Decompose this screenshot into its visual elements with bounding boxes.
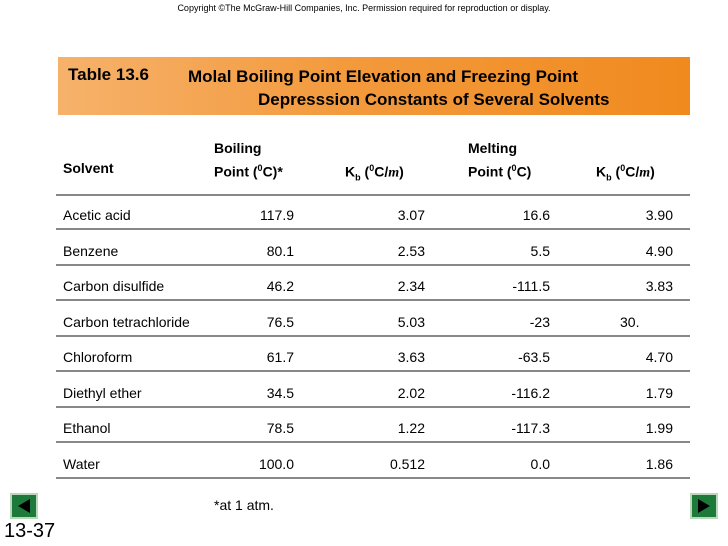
cell-kb: 3.07 — [397, 207, 425, 223]
cell-kb: 3.63 — [397, 349, 425, 365]
header-kb-close: ) — [399, 163, 404, 180]
previous-slide-button[interactable] — [10, 493, 38, 519]
header-melting-text: Point ( — [468, 163, 512, 180]
cell-melting-point: 0.0 — [530, 455, 550, 472]
next-slide-button[interactable] — [690, 493, 718, 519]
row-divider — [56, 406, 690, 408]
header-kb-k: K — [345, 163, 356, 180]
header-kb-sup: 0 — [369, 163, 375, 173]
cell-boiling-point: 117.9 — [260, 207, 294, 223]
header-kf-open: ( — [611, 163, 621, 180]
cell-melting-point: -111.5 — [512, 278, 550, 294]
header-melting-point — [468, 138, 531, 182]
slide-number: 13-37 — [4, 520, 56, 542]
table-title-line1: Molal Boiling Point Elevation and Freezing Point — [188, 67, 579, 86]
table-title-line2: Depresssion Constants of Several Solvents — [258, 90, 610, 109]
header-kf-m: m — [639, 165, 651, 181]
table-title — [188, 65, 688, 111]
header-kb — [345, 158, 404, 187]
header-kb-sub: b — [355, 172, 361, 183]
cell-solvent: Benzene — [63, 242, 119, 259]
cell-boiling-point: 34.5 — [266, 384, 294, 401]
cell-boiling-point: 76.5 — [266, 313, 294, 330]
header-kf-close: ) — [650, 163, 655, 180]
row-divider — [56, 441, 690, 443]
copyright-notice: Copyright ©The McGraw-Hill Companies, Inc. Permission required for reproduction or display. — [177, 3, 551, 13]
triangle-left-icon — [12, 495, 36, 517]
cell-solvent: Water — [63, 455, 100, 472]
cell-kf: 4.90 — [645, 242, 673, 259]
cell-melting-point: 16.6 — [522, 207, 550, 223]
header-melting-line2 — [468, 158, 531, 182]
cell-boiling-point: 100.0 — [258, 455, 294, 472]
triangle-right-icon — [692, 495, 716, 517]
row-divider — [56, 370, 690, 372]
header-divider — [56, 194, 690, 196]
cell-kb: 5.03 — [397, 313, 425, 330]
row-divider — [56, 335, 690, 337]
cell-solvent: Carbon tetrachloride — [63, 313, 190, 330]
header-boiling-line2 — [214, 158, 283, 182]
row-divider — [56, 477, 690, 479]
table-number: Table 13.6 — [68, 65, 149, 84]
header-kf-sup: 0 — [620, 163, 626, 173]
header-kb-open: ( — [360, 163, 370, 180]
cell-solvent: Carbon disulfide — [63, 278, 165, 294]
row-divider — [56, 264, 690, 266]
cell-kb: 2.53 — [397, 242, 425, 259]
header-melting-sup: 0 — [511, 163, 517, 173]
cell-kb: 2.02 — [397, 384, 425, 401]
header-boiling-text: Point ( — [214, 163, 258, 180]
cell-kf: 1.79 — [645, 384, 673, 401]
row-divider — [56, 228, 690, 230]
cell-kf: 30. — [620, 313, 640, 330]
cell-kf: 3.90 — [645, 207, 673, 223]
cell-solvent: Diethyl ether — [63, 384, 142, 401]
cell-kb: 0.512 — [389, 455, 425, 472]
header-kb-m: m — [388, 165, 400, 181]
header-boiling-line1: Boiling — [214, 140, 262, 156]
cell-melting-point: 5.5 — [530, 242, 550, 259]
cell-kb: 2.34 — [397, 278, 425, 294]
cell-solvent: Chloroform — [63, 349, 133, 365]
header-melting-line1: Melting — [468, 140, 517, 156]
cell-solvent: Acetic acid — [63, 207, 131, 223]
table-title-banner — [58, 57, 690, 115]
footnote: *at 1 atm. — [214, 497, 274, 513]
cell-boiling-point: 78.5 — [266, 420, 294, 436]
cell-kf: 3.83 — [645, 278, 673, 294]
cell-melting-point: -116.2 — [511, 384, 550, 401]
header-boiling-sup: 0 — [257, 163, 263, 173]
cell-boiling-point: 80.1 — [266, 242, 294, 259]
cell-kb: 1.22 — [397, 420, 425, 436]
cell-kf: 1.99 — [645, 420, 673, 436]
header-kb-unit: C/ — [374, 163, 389, 180]
header-kf-k: K — [596, 163, 607, 180]
header-kf-sub: b — [606, 172, 612, 183]
header-melting-unit: C) — [516, 163, 532, 180]
cell-kf: 1.86 — [645, 455, 673, 472]
cell-melting-point: -63.5 — [518, 349, 550, 365]
header-boiling-unit: C)* — [262, 163, 283, 180]
cell-solvent: Ethanol — [63, 420, 111, 436]
cell-kf: 4.70 — [645, 349, 673, 365]
cell-melting-point: -23 — [529, 313, 550, 330]
header-kf — [596, 158, 655, 187]
row-divider — [56, 299, 690, 301]
cell-melting-point: -117.3 — [511, 420, 550, 436]
cell-boiling-point: 46.2 — [266, 278, 294, 294]
cell-boiling-point: 61.7 — [266, 349, 294, 365]
header-boiling-point — [214, 138, 283, 182]
header-solvent: Solvent — [63, 160, 114, 176]
header-kf-unit: C/ — [625, 163, 640, 180]
